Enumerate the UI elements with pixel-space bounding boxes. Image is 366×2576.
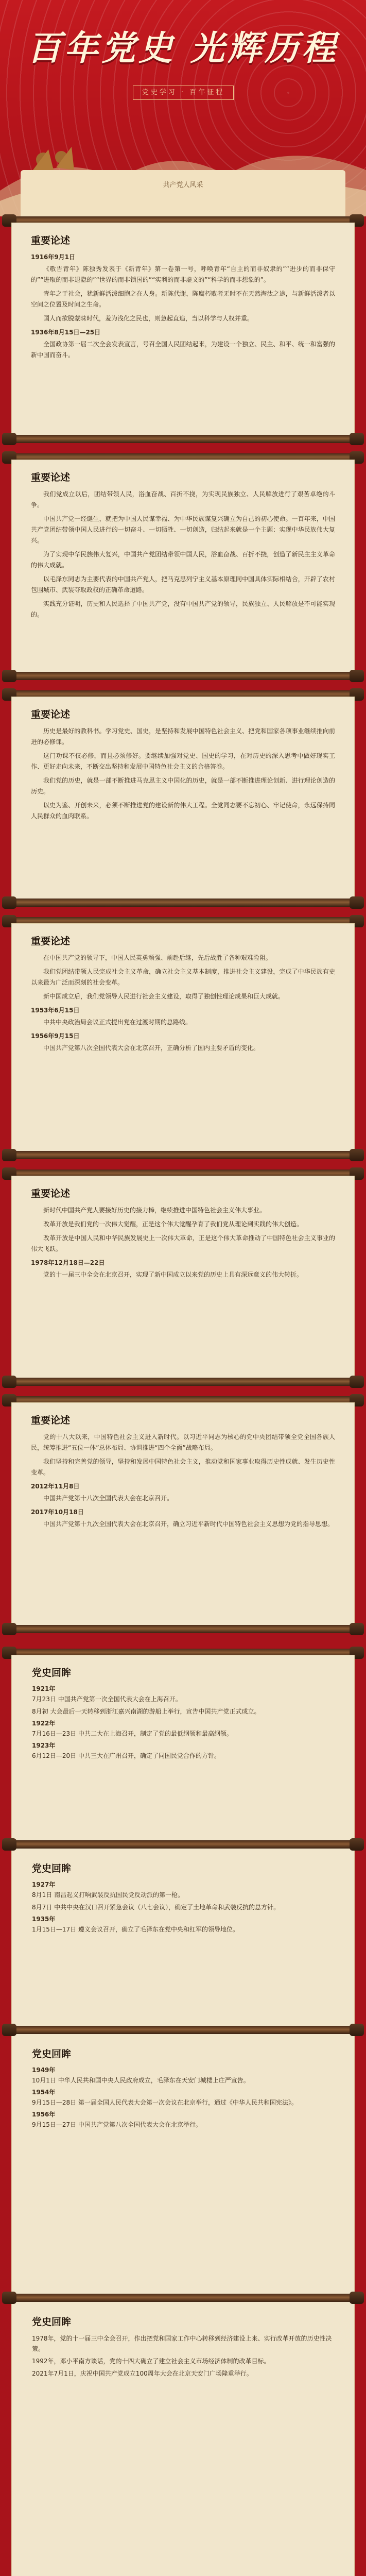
scroll-rod-bottom — [4, 1378, 362, 1386]
paragraph: 以史为鉴、开创未来，必须不断推进党的建设新的伟大工程。全党同志要不忘初心、牢记使命，永远保持同人民群众的血肉联系。 — [31, 802, 335, 820]
paragraph: 我们党成立以后，团结带领人民，浴血奋战、百折不挠，为实现民族独立、人民解放进行了艰苦卓绝的斗争。 — [31, 490, 335, 509]
hero-title: 百年党史 光辉历程 — [27, 28, 339, 68]
history-entry: 9月15日—27日 中国共产党第八次全国代表大会在北京举行。 — [32, 2121, 202, 2128]
history-entry: 8月7日 中共中央在汉口召开紧急会议（八七会议），确定了土地革命和武装反抗的总方针。 — [32, 1904, 280, 1911]
scroll-paper — [11, 460, 355, 674]
history-group — [32, 1665, 336, 1763]
history-entry: 9月15日—28日 第一届全国人民代表大会第一次会议在北京举行，通过《中华人民共和国宪法》。 — [32, 2099, 298, 2106]
history-entry: 7月16日—23日 中共二大在上海召开，制定了党的最低纲领和最高纲领。 — [32, 1730, 233, 1737]
scroll-divider — [4, 2026, 362, 2034]
scroll-rod-bottom — [4, 1151, 362, 1159]
section-card — [4, 453, 362, 680]
paragraph: 中国共产党第十九次全国代表大会在北京召开，确立习近平新时代中国特色社会主义思想为党的指导思想。 — [43, 1520, 334, 1528]
history-title: 党史回眸 — [32, 2048, 72, 2060]
paragraph: 中国共产党第十八次全国代表大会在北京召开。 — [43, 1495, 173, 1502]
scroll-paper — [11, 1402, 355, 1627]
hero-paper-strip — [21, 170, 345, 216]
section-card — [4, 216, 362, 443]
paragraph: 实践充分证明，历史和人民选择了中国共产党，没有中国共产党的领导，民族独立、人民解放是不可能实现的。 — [31, 600, 335, 618]
history-entry: 1992年，邓小平南方谈话，党的十四大确立了建立社会主义市场经济体制的改革目标。 — [32, 2358, 270, 2365]
history-entry: 2021年7月1日，庆祝中国共产党成立100周年大会在北京天安门广场隆重举行。 — [32, 2370, 253, 2377]
history-year: 1923年 — [32, 1742, 56, 1749]
paragraph: 我们坚持和完善党的领导，坚持和发展中国特色社会主义，推动党和国家事业取得历史性成就、发生历史性变革。 — [31, 1458, 335, 1476]
hero-credit: 共产党人风采 — [163, 181, 203, 189]
paragraph-date: 1936年8月15日—25日 — [31, 329, 101, 336]
history-entry: 1978年，党的十一届三中全会召开，作出把党和国家工作中心转移到经济建设上来、实行改革开放的历史性决策。 — [32, 2335, 332, 2352]
paragraph: 我们党的历史，就是一部不断推进马克思主义中国化的历史，就是一部不断推进理论创新、进行理论创造的历史。 — [31, 777, 335, 795]
section-card — [4, 917, 362, 1159]
paragraph: 历史是最好的教科书。学习党史、国史，是坚持和发展中国特色社会主义、把党和国家各项事业继续推向前进的必修课。 — [31, 727, 335, 745]
paragraph: 改革开放是中国人民和中华民族发展史上一次伟大革命，正是这个伟大革命推动了中国特色社会主义事业的伟大飞跃。 — [31, 1234, 335, 1252]
history-year: 1935年 — [32, 1916, 56, 1923]
paragraph-date: 2017年10月18日 — [31, 1509, 84, 1516]
section-title: 重要论述 — [31, 472, 71, 483]
scroll-rod-bottom — [4, 435, 362, 443]
history-year: 1949年 — [32, 2066, 56, 2074]
section-card — [4, 1170, 362, 1386]
history-entry: 8月1日 南昌起义打响武装反抗国民党反动派的第一枪。 — [32, 1891, 184, 1899]
paragraph-date: 1978年12月18日—22日 — [31, 1259, 105, 1266]
paragraph: 这门功课不仅必修，而且必须修好。要继续加强对党史、国史的学习，在对历史的深入思考中做好现实工作、更好走向未来，不断交出坚持和发展中国特色社会主义的合格答卷。 — [31, 752, 335, 770]
history-group — [32, 2314, 336, 2381]
scroll-paper — [11, 1176, 355, 1380]
section-title: 重要论述 — [31, 936, 71, 947]
scroll-rod-bottom — [4, 1625, 362, 1633]
paragraph: 青年之于社会，犹新鲜活泼细胞之在人身。新陈代谢，陈腐朽败者无时不在天然淘汰之途，与新鲜活泼者以空间之位置及时间之生命。 — [31, 290, 335, 308]
scroll-paper — [11, 923, 355, 1153]
history-entry: 1月15日—17日 遵义会议召开，确立了毛泽东在党中央和红军的领导地位。 — [32, 1926, 239, 1933]
paragraph-date: 2012年11月8日 — [31, 1483, 80, 1490]
history-title: 党史回眸 — [32, 1863, 72, 1874]
scroll-divider — [4, 2294, 362, 2302]
paragraph: 党的十一届三中全会在北京召开，实现了新中国成立以来党的历史上具有深远意义的伟大转折。 — [43, 1271, 303, 1278]
history-entry: 10月1日 中华人民共和国中央人民政府成立，毛泽东在天安门城楼上庄严宣告。 — [32, 2077, 250, 2084]
paragraph-date: 1956年9月15日 — [31, 1032, 80, 1040]
section-title: 重要论述 — [31, 709, 71, 720]
history-group — [32, 2046, 336, 2132]
paragraph: 新时代中国共产党人要接好历史的接力棒，继续推进中国特色社会主义伟大事业。 — [43, 1207, 266, 1214]
section-title: 重要论述 — [31, 235, 71, 246]
scroll-rod-bottom — [4, 899, 362, 907]
paragraph: 改革开放是我们党的一次伟大觉醒，正是这个伟大觉醒孕育了我们党从理论到实践的伟大创造。 — [43, 1221, 303, 1228]
section-title: 重要论述 — [31, 1188, 71, 1199]
paragraph: 《敬告青年》陈独秀发表于《新青年》第一卷第一号，呼唤青年“自主的而非奴隶的”“进步的而非保守的”“进取的而非退隐的”“世界的而非锁国的”“实利的而非虚文的”“科学的而非想象的”。 — [31, 265, 335, 283]
history-title: 党史回眸 — [32, 2316, 72, 2328]
scroll-divider — [4, 1840, 362, 1849]
history-year: 1927年 — [32, 1881, 56, 1888]
history-group — [32, 1861, 336, 1937]
paragraph: 全国政协第一届二次全会发表宣言，号召全国人民团结起来，为建设一个独立、民主、和平、统一和富强的新中国而奋斗。 — [31, 341, 335, 359]
paragraph-date: 1953年6月15日 — [31, 1007, 80, 1014]
scroll-paper — [11, 1655, 355, 2576]
scroll-paper — [11, 697, 355, 901]
paragraph: 中国共产党第八次全国代表大会在北京召开，正确分析了国内主要矛盾的变化。 — [43, 1044, 260, 1052]
paragraph: 党的十八大以来，中国特色社会主义进入新时代。以习近平同志为核心的党中央团结带领全党全国各族人民，统筹推进“五位一体”总体布局、协调推进“四个全面”战略布局。 — [31, 1433, 335, 1451]
section-card — [4, 1396, 362, 1633]
history-year: 1954年 — [32, 2089, 56, 2096]
history-entry: 7月23日 中国共产党第一次全国代表大会在上海召开。 — [32, 1696, 182, 1703]
history-title: 党史回眸 — [32, 1667, 72, 1679]
paragraph: 中国共产党一经诞生，就把为中国人民谋幸福、为中华民族谋复兴确立为自己的初心使命。一百年来，中国共产党团结带领中国人民进行的一切奋斗、一切牺牲、一切创造，归结起来就是一个主题：实现中华民族伟大复兴。 — [31, 515, 335, 544]
paragraph: 中共中央政治局会议正式提出党在过渡时期的总路线。 — [43, 1019, 192, 1026]
history-entry: 8月初 大会最后一天转移到浙江嘉兴南湖的游船上举行，宣告中国共产党正式成立。 — [32, 1708, 260, 1715]
history-year: 1921年 — [32, 1685, 56, 1692]
hero-subtitle: 党史学习 · 百年征程 — [133, 86, 234, 100]
scroll-rod-bottom — [4, 672, 362, 680]
history-entry: 6月12日—20日 中共三大在广州召开，确定了同国民党合作的方针。 — [32, 1752, 220, 1759]
paragraph: 在中国共产党的领导下，中国人民英勇顽强、前赴后继，先后战胜了各种艰难险阻。 — [43, 954, 272, 961]
paragraph: 我们党团结带领人民完成社会主义革命，确立社会主义基本制度，推进社会主义建设，完成了中华民族有史以来最为广泛而深刻的社会变革。 — [31, 968, 335, 986]
paragraph: 以毛泽东同志为主要代表的中国共产党人，把马克思列宁主义基本原理同中国具体实际相结合，开辟了农村包围城市、武装夺取政权的正确革命道路。 — [31, 575, 335, 594]
paragraph: 新中国成立后，我们党领导人民进行社会主义建设，取得了独创性理论成果和巨大成就。 — [43, 993, 285, 1000]
paragraph-date: 1916年9月1日 — [31, 253, 76, 261]
paragraph: 为了实现中华民族伟大复兴，中国共产党团结带领中国人民，浴血奋战、百折不挠，创造了新民主主义革命的伟大成就。 — [31, 551, 335, 569]
scroll-paper — [11, 223, 355, 437]
history-scroll — [4, 1649, 362, 2576]
section-card — [4, 690, 362, 907]
history-year: 1956年 — [32, 2111, 56, 2118]
paragraph: 国人而欲脱蒙昧时代，羞为浅化之民也，则急起直追，当以科学与人权并重。 — [43, 315, 254, 322]
section-title: 重要论述 — [31, 1415, 71, 1426]
hero-banner — [0, 0, 366, 216]
history-year: 1922年 — [32, 1720, 56, 1727]
